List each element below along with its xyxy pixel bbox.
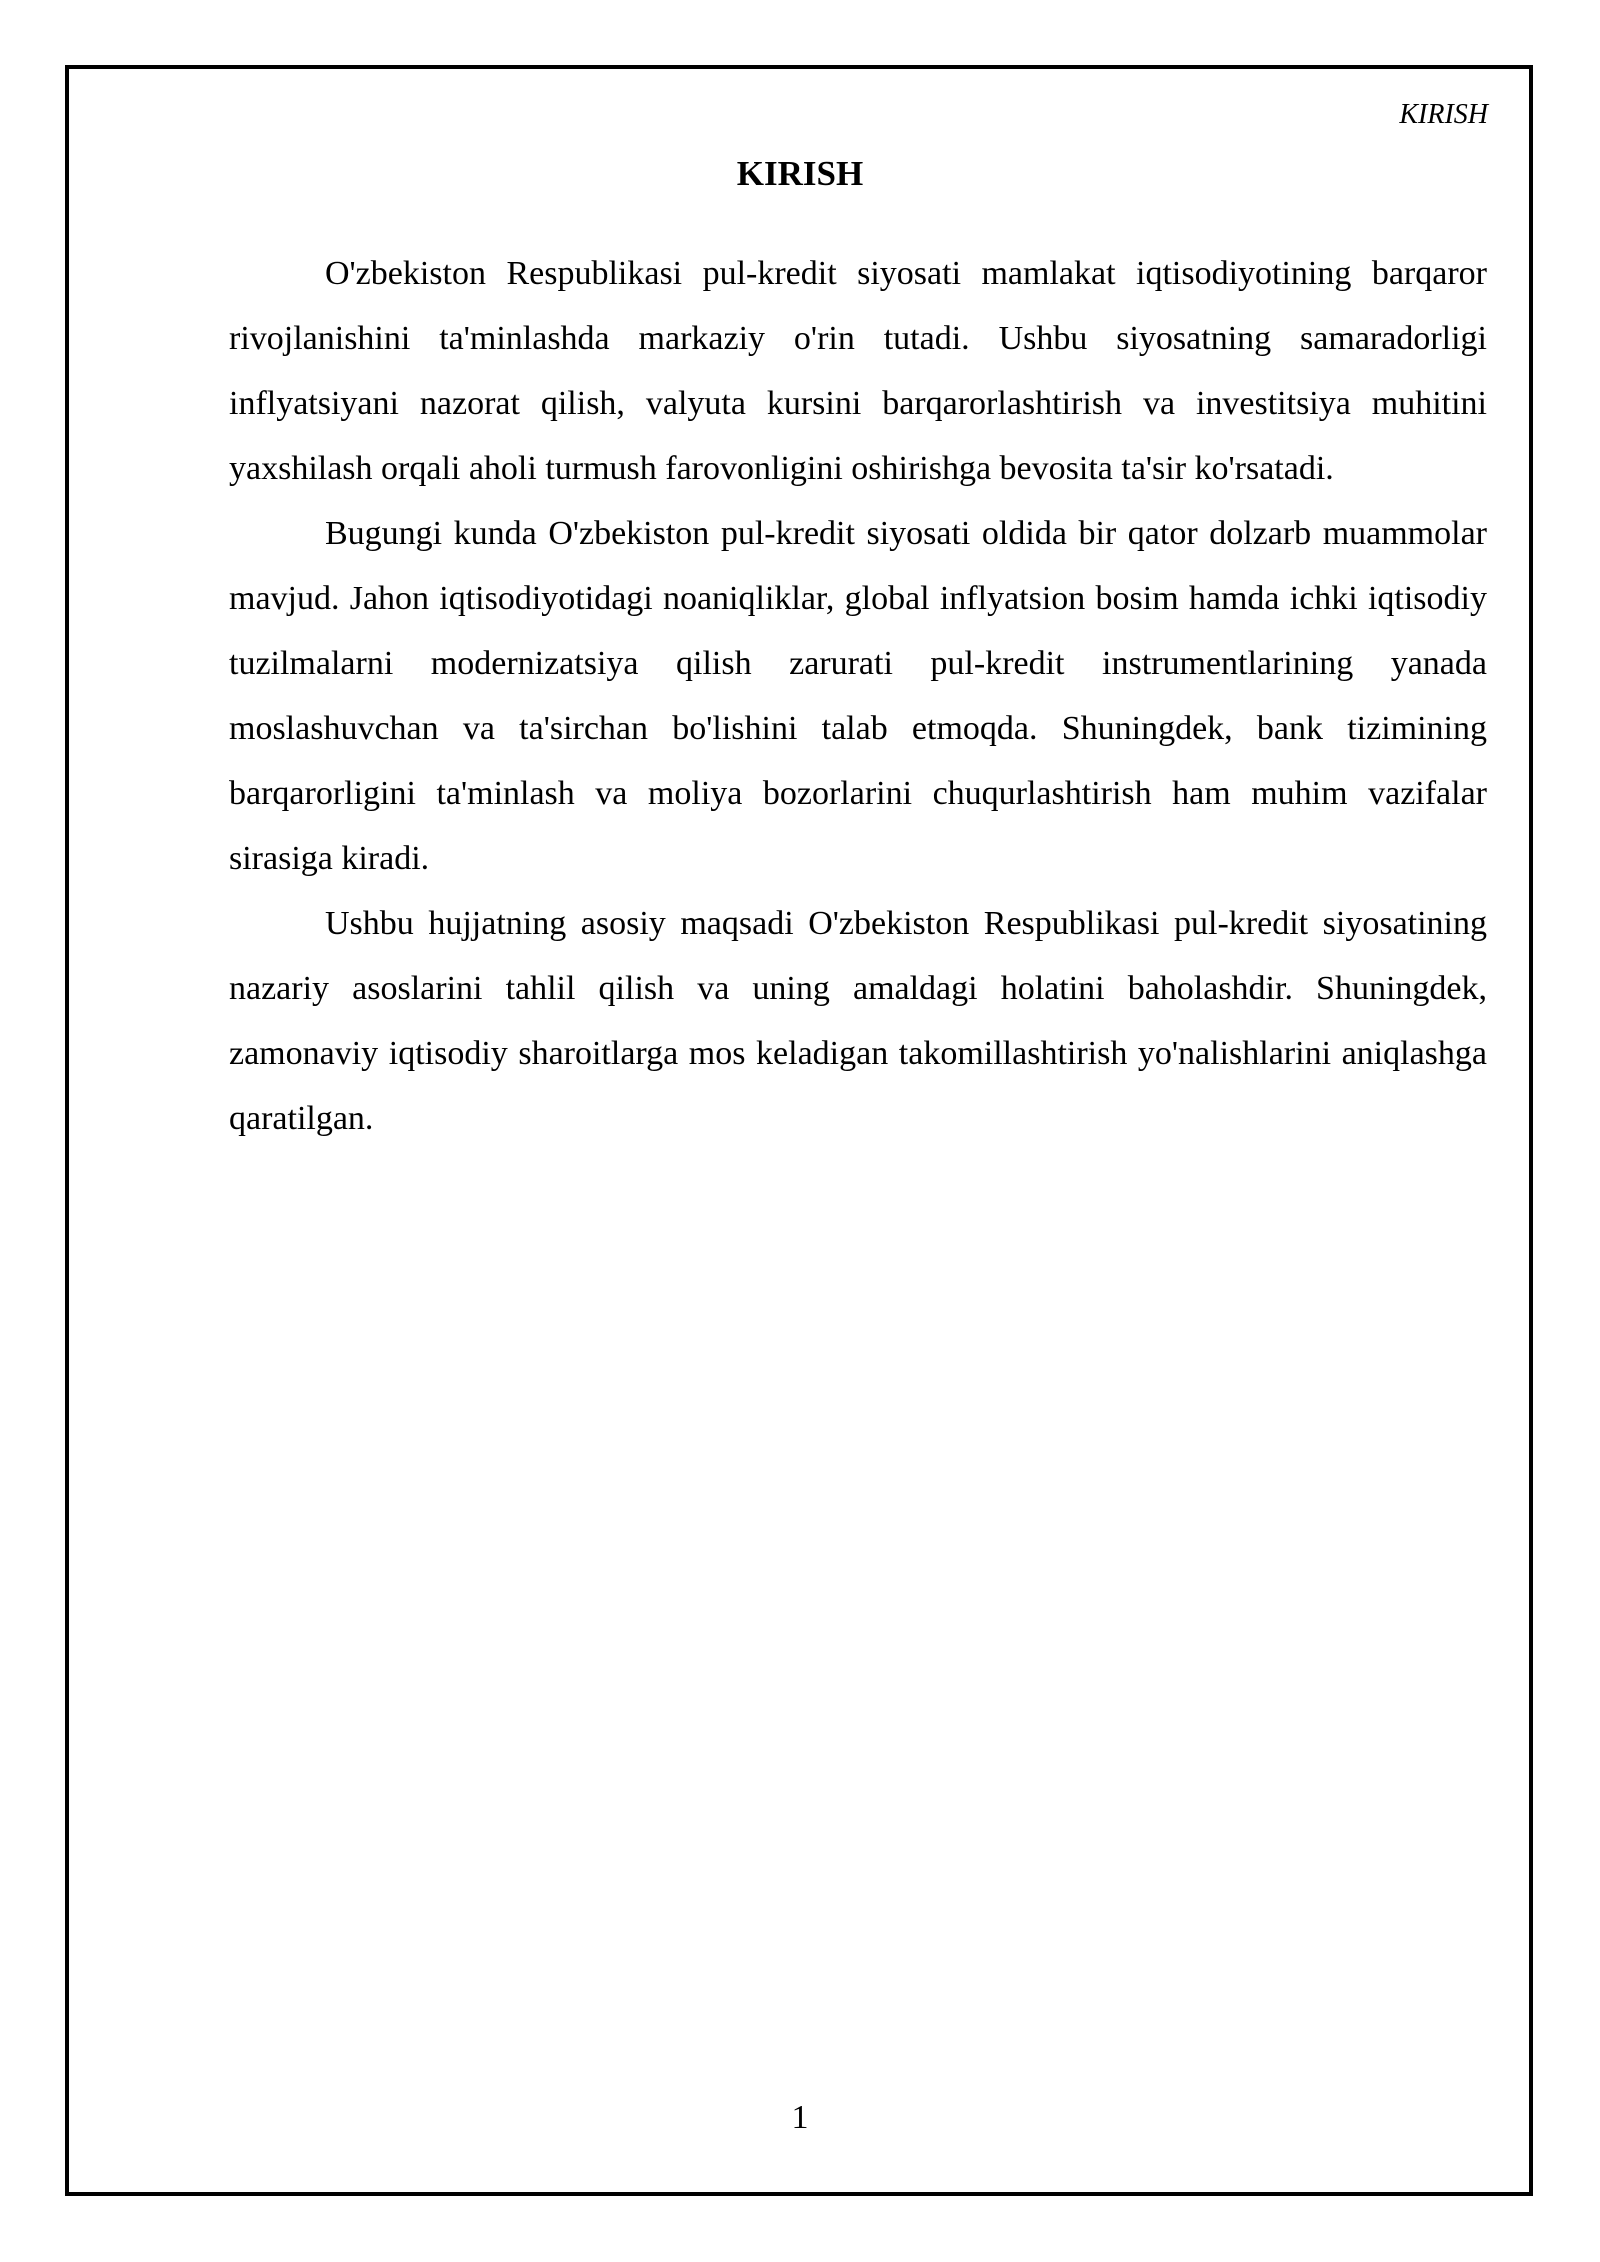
paragraph-3: Ushbu hujjatning asosiy maqsadi O'zbekiston Respublikasi pul-kredit siyosatining nazariy asoslarini tahlil qilish va uning amaldagi holatini baholashdir. Shuningdek, zamonaviy iqtisodiy sharoitlarga mos keladigan takomillashtirish yo'nalishlarini aniqlashga qaratilgan. (229, 905, 1487, 1137)
page-title: KIRISH (736, 154, 864, 193)
paragraph-2: Bugungi kunda O'zbekiston pul-kredit siyosati oldida bir qator dolzarb muammolar mavjud. Jahon iqtisodiyotidagi noaniqliklar, global inflyatsion bosim hamda ichki iqtisodiy tuzilmalarni modernizatsiya qilish zarurati pul-kredit instrumentlarining yanada moslashuvchan va ta'sirchan bo'lishini talab etmoqda. Shuningdek, bank tizimining barqarorligini ta'minlash va moliya bozorlarini chuqurlashtirish ham muhim vazifalar sirasiga kiradi. (229, 515, 1487, 877)
body-text (229, 241, 1487, 1151)
running-header: KIRISH (1399, 99, 1488, 130)
page-number: 1 (791, 2099, 809, 2136)
paragraph-1: O'zbekiston Respublikasi pul-kredit siyosati mamlakat iqtisodiyotining barqaror rivojlanishini ta'minlashda markaziy o'rin tutadi. Ushbu siyosatning samaradorligi inflyatsiyani nazorat qilish, valyuta kursini barqarorlashtirish va investitsiya muhitini yaxshilash orqali aholi turmush farovonligini oshirishga bevosita ta'sir ko'rsatadi. (229, 255, 1487, 487)
